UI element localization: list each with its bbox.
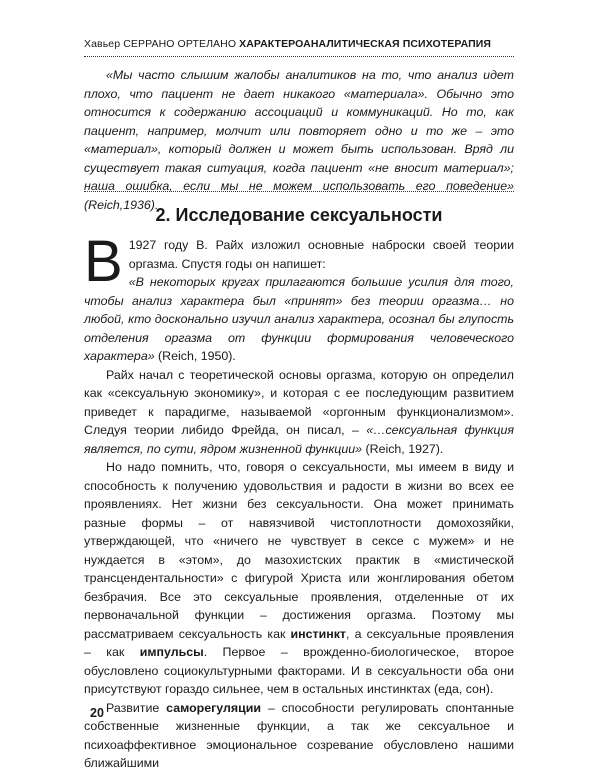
paragraph-1 [84,229,514,366]
paragraph-1-text: 1927 году В. Райх изложил основные наброски своей теории оргазма. Спустя годы он напишет: [128,238,514,271]
quote-rule [84,191,514,192]
reich-1950-quote: «В некоторых кругах прилагаются большие усилия для того, чтобы анализ характера был «принят» без теории оргазма… но любой, кто досконально изучил анализ характера, осознал бы глупость отделения оргазма от функции формирования человеческого характера» [84,275,514,363]
opening-quote-text: «Мы часто слышим жалобы аналитиков на то, что анализ идет плохо, что пациент не дает никакого «материала». Обычно это относится к содержанию ассоциаций и коммуникаций. Но то, как пациент, например, молчит или повторяет одно и то же – это «материал», который должен и может быть использован. Вряд ли существует такая ситуация, когда пациент «не вносит материал»; наша ошибка, если мы не можем использовать его поведение» (Reich,1936). [84,68,514,212]
header-author: Хавьер СЕРРАНО ОРТЕЛАНО [84,38,237,50]
paragraph-3 [84,458,514,699]
term-instinct: инстинкт [290,626,346,641]
reich-1927-quote: «…сексуальная функция является, по сути, ядром жизненной функции» [84,423,514,456]
header-book-title: ХАРАКТЕРОАНАЛИТИЧЕСКАЯ ПСИХОТЕРАПИЯ [239,38,492,50]
paragraph-2 [84,366,514,459]
reich-1927-cite: (Reich, 1927). [362,441,444,456]
drop-cap: В [84,229,123,294]
paragraph-4-part-1: Развитие [106,700,167,715]
paragraph-3-part-3: . Первое – врожденно-биологическое, второе обусловлено социокультурными факторами. И в сексуальности оба они присутствуют гораздо сильнее, чем в остальных инстинктах (еда, сон). [84,645,514,696]
term-impulses: импульсы [139,645,204,659]
paragraph-4 [84,699,514,773]
paragraph-4-part-2: – способности регулировать спонтанные собственные жизненные функции, а так же сексуальное и психоаффективное эмоциональное созревание обусловлено нашими ближайшими [84,700,514,770]
header-rule [84,56,514,57]
reich-1950-cite: (Reich, 1950). [154,349,236,363]
paragraph-3-part-2: , а сексуальные проявления – как [84,626,514,659]
page-number: 20 [90,706,104,720]
section-heading: 2. Исследование сексуальности [155,205,443,225]
term-self-regulation: саморегуляции [166,700,261,715]
body-text [84,229,514,773]
paragraph-2-text: Райх начал с теоретической основы оргазма, которую он определил как «сексуальную экономику», и которая с ее последующим развитием приведет к парадигме, называемой «оргонным функционализмом». Следуя теории либидо Фрейда, он писал, – [84,367,514,437]
paragraph-3-part-1: Но надо помнить, что, говоря о сексуальности, мы имеем в виду и способность к получению удовольствия и радости в жизни во всех ее проявлениях. Нет жизни без сексуальности. Она может принимать разные формы – от навязчивой чистоплотности домохозяйки, утверждающей, что «ничего не чувствует в сексе с мужем» и не нуждается в «этом», до мазохистских практик в «мистической трансцендентальности» с фигурой Христа или жонглирования обетом безбрачия. Все это сексуальные проявления, отделенные от их первоначальной функции – достижения оргазма. Поэтому мы рассматриваем сексуальность как [84,460,514,641]
running-header [84,38,514,50]
